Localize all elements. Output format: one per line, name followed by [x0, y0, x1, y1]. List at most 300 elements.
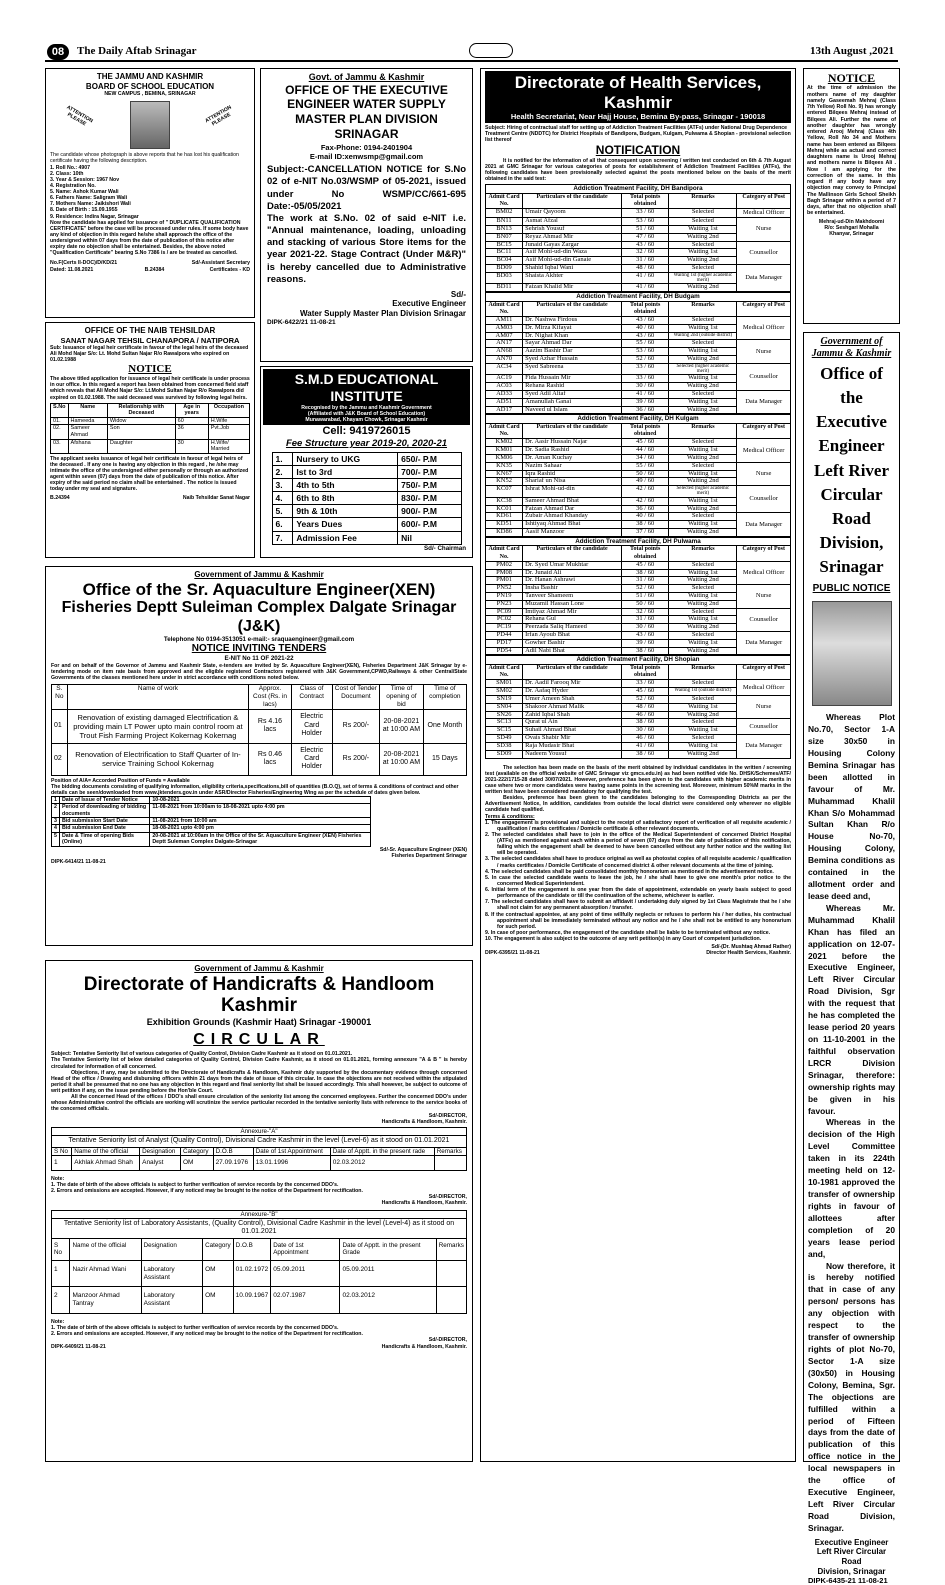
table-cell: Rs 0.46 lacs: [249, 743, 292, 775]
table-cell: Rs 4.16 lacs: [249, 709, 292, 743]
points: 53 / 60: [622, 348, 669, 356]
column-header: Total points obtained: [622, 665, 669, 680]
candidate-name: Faizan Ahmad Dar: [523, 505, 622, 513]
column-header: Category of Post: [737, 423, 791, 438]
post-category: Medical Officer: [737, 439, 791, 462]
bose-items: [50, 165, 250, 220]
schedule-row: [52, 804, 371, 818]
remarks: Waiting 2nd: [669, 600, 737, 608]
attention-right: ATTENTION PLEASE: [204, 104, 233, 128]
bose-title2: BOARD OF SCHOOL EDUCATION: [85, 81, 215, 91]
remarks: Waiting 2nd: [669, 647, 737, 655]
handi-p2: Objections, if any, may be submitted to the Directorate of Handicrafts & Handloom, Kashmir duly supported by the documentary evidence through concerned Head of the office / Drawing and disbursing officers within 21 days from the date of issue of this circular. In case the objections are not received within the stipulated period it shall be presumed that no one has any objection in this regard and final seniority list shall be issued accordingly. This shall however, be subject to outcome of writ petition if any, on the issue pending before the Hon'ble Court.: [51, 1069, 467, 1095]
admit-card: SM02: [486, 688, 523, 696]
lrcr-public-notice: PUBLIC NOTICE: [812, 583, 891, 595]
table-cell: 60: [175, 417, 208, 425]
column-header: Admit Card No.: [486, 546, 523, 561]
selection-table: [485, 655, 791, 758]
table-cell: One Month: [423, 709, 466, 743]
health-terms-title: Terms & conditions:: [485, 813, 535, 820]
term-item: 9. In case of poor performance, the engagement of the candidate shall be liable to be terminated without any notice.: [485, 929, 771, 936]
candidate-name: Dr. Aasir Hussain Najar: [523, 439, 622, 447]
remarks: Waiting 1st: [669, 639, 737, 647]
remarks: Waiting 1st: [669, 497, 737, 505]
candidate-name: Dr. Aman Kuchay: [523, 454, 622, 462]
post-category: Nurse: [737, 462, 791, 485]
points: 36 / 60: [622, 406, 669, 414]
candidate-name: Shakoor Ahmad Malik: [523, 703, 622, 711]
points: 48 / 60: [622, 264, 669, 272]
bose-sign2: Certificates - KD: [209, 266, 250, 273]
points: 50 / 60: [622, 470, 669, 478]
smd-line3: Munawarabad, Khayam Chowk, Srinagar Kashmir: [305, 416, 428, 423]
table-cell: 15 Days: [423, 743, 466, 775]
selection-table: [485, 537, 791, 656]
tehsildar-sign: Naib Tehsildar Sanat Nagar: [182, 494, 250, 501]
post-category: Medical Officer: [737, 561, 791, 584]
applicant-photo: [812, 601, 892, 706]
fee-table: [272, 452, 462, 545]
points: 52 / 60: [622, 696, 669, 704]
admit-card: KM02: [486, 439, 523, 447]
candidate-name: Nadeem Yousuf: [523, 750, 622, 758]
section-heading: Addiction Treatment Facility, DH Shopian: [486, 656, 791, 665]
remarks: Waiting 1st: [669, 375, 737, 383]
admit-card: BN13: [486, 225, 523, 233]
section-row: [486, 415, 791, 424]
admit-card: KC07: [486, 486, 523, 498]
points: 31 / 60: [622, 577, 669, 585]
schedule-cell: 20-08-2021 at 10:00am In the Office of the Sr. Aquaculture Engineer (XEN) Fisheries Deptt Suleman Complex Dalgate-Srinagar: [150, 832, 371, 846]
section-row: [486, 656, 791, 665]
column-header: Category of Post: [737, 665, 791, 680]
fee-row: [272, 531, 461, 544]
column-header: Category: [203, 1238, 234, 1260]
remarks: Waiting 1st: [669, 703, 737, 711]
column-header: Designation: [141, 1238, 203, 1260]
annex-a-note2: 2. Errors and omissions are accepted. However, if any noticed may be brought to the notice of the Department for rectification.: [51, 1188, 363, 1195]
admit-card: AM11: [486, 317, 523, 325]
table-row: [52, 709, 467, 743]
selection-table: [485, 184, 791, 292]
bose-sign1: Sd/-Assistant Secretary: [191, 260, 250, 267]
column-header: Remarks: [669, 193, 737, 208]
column-header: Particulars of the candidate: [523, 193, 622, 208]
annex-b: Annexure-"B": [51, 1210, 467, 1218]
water-sign2: Water Supply Master Plan Division Srinagar: [300, 309, 466, 319]
table-cell: 2: [52, 1287, 70, 1314]
schedule-cell: 18-08-2021 upto 4:00 pm: [150, 825, 371, 832]
points: 30 / 60: [622, 624, 669, 632]
remarks: Waiting 1st: [669, 470, 737, 478]
column-header: Particulars of the candidate: [523, 546, 622, 561]
points: 31 / 60: [622, 616, 669, 624]
health-dipk: DIPK-6395/21 11-08-21: [485, 950, 540, 957]
table-cell: 05.09.2011: [271, 1260, 340, 1287]
points: 38 / 60: [622, 647, 669, 655]
handi-p3: All the concerned Head of the offices / DDO's shall ensure circulation of the seniority list among the concerned employees. Further the concerned DDO's under whose Administrative control the officials are working will scrutinize the service particular recorded in the tentative seniority lists with reference to the service books of the concerned officials.: [51, 1094, 467, 1113]
points: 51 / 60: [622, 225, 669, 233]
table-cell: 13.01.1996: [253, 1156, 330, 1171]
annex-b-note1: 1. The date of birth of the above officials is subject to further verification of service records by the concerned DDO's.: [51, 1325, 339, 1332]
fee-cell: 900/- P.M: [398, 505, 461, 518]
candidate-name: Asif Mohi-ud-din Ganaie: [523, 257, 622, 265]
schedule-table: [51, 796, 371, 846]
table-row: [51, 417, 250, 425]
table-cell: 05.09.2011: [340, 1260, 436, 1287]
admit-card: KC38: [486, 497, 523, 505]
remarks: Selected: [669, 680, 737, 688]
section-heading: Addiction Treatment Facility, DH Budgam: [486, 293, 791, 302]
remarks: Waiting 2nd: [669, 577, 737, 585]
table-cell: 02.03.2012: [340, 1287, 436, 1314]
remarks: Selected: [669, 561, 737, 569]
health-sign2: Director Health Services, Kashmir.: [706, 950, 791, 957]
table-cell: Nazir Ahmad Wani: [70, 1260, 141, 1287]
column-header: Category of Post: [737, 193, 791, 208]
fee-cell: 750/- P.M: [398, 478, 461, 491]
legal-heirs-table: [50, 403, 250, 454]
post-category: Nurse: [737, 696, 791, 719]
table-cell: H.Wife: [208, 417, 249, 425]
points: 55 / 60: [622, 462, 669, 470]
admit-card: KM06: [486, 454, 523, 462]
fish-bidding: The bidding documents consisting of qualifying information, eligibility criteria,specifications,bill of quantities (B.O.Q), set of terms & conditions of contract and other details can be seen/downloaded from www.jktenders.gov.in under ASR/Director Fisheries/Engineering Wing as per the schedule of dates given below.: [51, 783, 459, 796]
points: 41 / 60: [622, 272, 669, 284]
points: 42 / 60: [622, 486, 669, 498]
column-header: Date of 1st Appointment: [271, 1238, 340, 1260]
table-cell: 02.03.2012: [330, 1156, 434, 1171]
fish-title1: Office of the Sr. Aquaculture Engineer(XEN): [82, 579, 436, 599]
column-header: Relationship with Deceased: [107, 403, 175, 417]
column-header: Remarks: [669, 301, 737, 316]
candidate-name: Dr. Aafaq Hyder: [523, 688, 622, 696]
remarks: Selected: [669, 391, 737, 399]
tehsildar-body2: The applicant seeks issuance of legal heir certificate in favour of legal heirs of the deceased . If any one is having any objection in this regard , he /she may intimate the office of the undersigned either personally or through an authorized agent within seven (07) days from the date of publication of this notice. After expiry of the said period no claim shall be entertained . The notice is issued today under my seal and signature.: [50, 455, 249, 493]
bose-notice: [45, 68, 255, 318]
admit-card: BN07: [486, 233, 523, 241]
table-cell: 1: [52, 1260, 70, 1287]
fish-position: Position of A/A= Accorded Position of Funds = Available: [51, 777, 190, 784]
column-header: D.O.B: [233, 1238, 271, 1260]
table-header-row: [51, 403, 250, 417]
admit-card: PM08: [486, 569, 523, 577]
table-cell: 27.09.1976: [213, 1156, 253, 1171]
fee-cell: 7.: [272, 531, 293, 544]
candidate-name: Dr. Nashwa Firdous: [523, 317, 622, 325]
points: 38 / 60: [622, 521, 669, 529]
column-header: Remarks: [669, 423, 737, 438]
candidate-name: Aazim Bashir Dar: [523, 348, 622, 356]
admit-card: BM02: [486, 209, 523, 218]
remarks: Waiting 1st: [669, 727, 737, 735]
admit-card: SD09: [486, 750, 523, 758]
column-header: Admit Card No.: [486, 301, 523, 316]
bose-item: 9. Residence: Indira Nagar, Srinagar: [50, 213, 139, 220]
table-row: [52, 743, 467, 775]
water-body: The work at S.No. 02 of said e-NIT i.e. "Annual maintenance, loading, unloading and stacking of various Store items for the year 2021-22. Stage Contract (Under M&R)" is hereby cancelled due to Administrative reasons.: [267, 212, 466, 285]
bose-num: B.24384: [144, 266, 165, 273]
table-cell: Son: [107, 425, 175, 439]
term-item: 8. If the contractual appointee, at any point of time willfully neglects or refuses to perform his / her duties, his contractual appointment shall be immediately terminated without any notice and he / she shall not be entitled to any honorarium for such period.: [485, 911, 791, 930]
admit-card: AM03: [486, 324, 523, 332]
water-title: OFFICE OF THE EXECUTIVE ENGINEER WATER SUPPLY MASTER PLAN DIVISION SRINAGAR: [285, 82, 448, 141]
column-header: Age in years: [175, 403, 208, 417]
candidate-name: Naveed ul Islam: [523, 406, 622, 414]
column-header: Occupation: [208, 403, 249, 417]
candidate-row: [486, 363, 791, 375]
post-category: Data Manager: [737, 264, 791, 291]
section-row: [486, 185, 791, 194]
annex-b-note: Note:: [51, 1319, 65, 1326]
remarks: Waiting 2nd: [669, 528, 737, 536]
bose-title3: NEW CAMPUS , BEMINA, SRINAGAR: [104, 91, 196, 98]
table-cell: Electric Card Holder: [291, 743, 332, 775]
term-item: 3. The selected candidates shall have to produce original as well as photostat copies of all requisite academic / qualification / marks certificates / Domicile Certificate of concerned district & other relevant documents at the time of joining.: [485, 856, 791, 869]
column-header: Class of Contract: [291, 685, 332, 709]
lrcr-p1: Whereas Plot No.70, Sector 1-A size 30x50 in Housing Colony Bemina Srinagar has been allotted in favour of Mr. Muhammad Khalil Khan S/o Mohammad Sultan Khan R/o House No-70, Housing Colony, Bemina conditions as contained in the allotment order and lease deed and,: [808, 712, 895, 901]
table-cell: OM: [203, 1287, 234, 1314]
post-category: Nurse: [737, 585, 791, 608]
admit-card: KN52: [486, 478, 523, 486]
post-category: Medical Officer: [737, 680, 791, 696]
admit-card: AC19: [486, 375, 523, 383]
post-category: Counsellor: [737, 486, 791, 513]
points: 32 / 60: [622, 249, 669, 257]
section-heading: Addiction Treatment Facility, DH Pulwama: [486, 537, 791, 546]
post-category: Counsellor: [737, 719, 791, 735]
candidate-name: Rehana Gul: [523, 616, 622, 624]
fee-row: [272, 452, 461, 465]
points: 38 / 60: [622, 569, 669, 577]
fee-cell: Admission Fee: [293, 531, 398, 544]
bose-item: 1. Roll No.: 4907: [50, 164, 91, 171]
candidate-name: Syed Azhar Hussain: [523, 356, 622, 364]
bose-item: 6. Fathers Name: Saligram Wali: [50, 195, 128, 202]
remarks: Selected: [669, 632, 737, 640]
term-item: 7. The selected candidates shall have to submit an affidavit / undertaking duly signed by 1st Class Magistrate that he / she shall not claim for any permanent absorption / transfer.: [485, 899, 791, 912]
schedule-cell: 11-08-2021 from 10:00am to 18-08-2021 upto 4:00 pm: [150, 804, 371, 818]
remarks: Waiting 2nd: [669, 406, 737, 414]
candidate-name: Ishtiyaq Ahmad Bhat: [523, 521, 622, 529]
column-header: S No: [52, 1147, 72, 1156]
column-header: Admit Card No.: [486, 193, 523, 208]
schedule-cell: Date of Issue of Tender Notice: [59, 797, 149, 804]
column-header: Particulars of the candidate: [523, 301, 622, 316]
table-cell: 20-08-2021 at 10:00 AM: [380, 709, 423, 743]
schedule-row: [52, 825, 371, 832]
admit-card: PD44: [486, 632, 523, 640]
fee-row: [272, 518, 461, 531]
candidate-name: Nazim Sahaar: [523, 462, 622, 470]
column-header: Particulars of the candidate: [523, 423, 622, 438]
lrcr-title: Office of the Executive Engineer Left River Circular Road Division, Srinagar: [813, 364, 890, 576]
post-category: Medical Officer: [737, 209, 791, 218]
table-header-row: [486, 665, 791, 680]
points: 45 / 60: [622, 688, 669, 696]
table-cell: Laboratory Assistant: [141, 1287, 203, 1314]
points: 46 / 60: [622, 735, 669, 743]
remarks: Waiting 1st: [669, 521, 737, 529]
fee-cell: 6th to 8th: [293, 492, 398, 505]
water-supply-notice: [260, 68, 473, 362]
table-cell: Rs 200/-: [332, 743, 380, 775]
schedule-cell: 3: [52, 818, 60, 825]
candidate-row: [486, 462, 791, 470]
bose-body: Now the candidate has applied for issuance of " DUPLICATE QUALIFICATION CERTIFICATE" before the case will be processed under rules. If some body have any kind of objection in this regard he/she shall approach the office of the undersigned within 07 days from the date of publication of this notice after expiry date no objection shall be entertained. Besides, the above noted "Qualification Certificate" bearing S.No 7386 is / are be treated as cancelled.: [50, 219, 249, 257]
fish-enit: E-NIT No 11 OF 2021-22: [224, 655, 294, 663]
candidate-name: Ishrat Mohi-ud-din: [523, 486, 622, 498]
fee-cell: 4.: [272, 492, 293, 505]
paper-name: The Daily Aftab Srinagar: [77, 45, 197, 57]
column-header: Particulars of the candidate: [523, 665, 622, 680]
column-header: Time of completion: [423, 685, 466, 709]
remarks: Selected: [669, 241, 737, 249]
points: 40 / 60: [622, 513, 669, 521]
fee-cell: 600/- P.M: [398, 518, 461, 531]
annex-a: Annexure-"A": [51, 1127, 467, 1135]
fee-row: [272, 465, 461, 478]
fee-cell: 6.: [272, 518, 293, 531]
remarks: Waiting 2nd: [669, 478, 737, 486]
remarks: Waiting 1st: [669, 569, 737, 577]
fish-sign2: Fisheries Department Srinagar: [391, 852, 467, 859]
admit-card: PD54: [486, 647, 523, 655]
column-header: Category: [180, 1147, 213, 1156]
column-header: Name of the official: [70, 1238, 141, 1260]
column-header: S.No: [51, 403, 69, 417]
handicrafts-notice: [45, 960, 473, 1462]
bose-item: 8. Date of Birth : 15.09.1955: [50, 207, 118, 214]
table-cell: 30: [175, 439, 208, 453]
points: 49 / 60: [622, 478, 669, 486]
remarks: Waiting 1st: [669, 249, 737, 257]
column-header: Total points obtained: [622, 546, 669, 561]
tehsildar-body: The above titled application for issuance of legal heir certificate is under process in our office. In this regard a report has been obtained from concerned field staff which reveals that Ali Mohd Najar S/o: Lt.Mohd Sultan Najar R/o Rawalpora did expired on 01.02.1988. The said deceased was survived by following legal heirs.: [50, 376, 250, 401]
points: 34 / 60: [622, 454, 669, 462]
points: 48 / 60: [622, 703, 669, 711]
points: 43 / 60: [622, 332, 669, 340]
candidate-name: Fida Hussain Mir: [523, 375, 622, 383]
annex-a-table: [51, 1147, 467, 1171]
lrcr-dipk: DIPK-6435-21 11-08-21: [808, 1576, 888, 1585]
smd-title: S.M.D EDUCATIONAL INSTITUTE: [294, 371, 439, 404]
admit-card: PC19: [486, 624, 523, 632]
column-header: Admit Card No.: [486, 423, 523, 438]
health-sub: Health Secretariat, Near Hajj House, Bemina By-pass, Srinagar - 190018: [510, 112, 766, 122]
fish-dipk: DIPK-6414/21 11-08-21: [51, 858, 106, 865]
column-header: Admit Card No.: [486, 665, 523, 680]
candidate-name: Suhail Ahmad Bhat: [523, 727, 622, 735]
points: 30 / 60: [622, 727, 669, 735]
points: 43 / 60: [622, 241, 669, 249]
candidate-name: Syed Sabreena: [523, 363, 622, 375]
admit-card: AC03: [486, 383, 523, 391]
candidate-name: Insha Bashir: [523, 585, 622, 593]
candidate-name: Shaista Akhter: [523, 272, 622, 284]
column-header: S No: [52, 1238, 70, 1260]
table-cell: 1: [52, 1156, 72, 1171]
fee-cell: Ist to 3rd: [293, 465, 398, 478]
tehsildar-notice: [45, 322, 255, 558]
tehsildar-num: B.24394: [50, 494, 70, 501]
table-cell: Laboratory Assistant: [141, 1260, 203, 1287]
handi-p1: The Tentative Seniority list of below detailed categories of Quality Control, Division Cadre Kashmir, as it stood on 01.01.2021, forming annexure "A & B " is hereby circulated for information of all concerned.: [51, 1057, 467, 1070]
points: 33 / 60: [622, 375, 669, 383]
tehsildar-title2: SANAT NAGAR TEHSIL CHANAPORA / NATIPORA: [60, 335, 240, 345]
points: 41 / 60: [622, 391, 669, 399]
admit-card: SN26: [486, 711, 523, 719]
admit-card: PN19: [486, 592, 523, 600]
candidate-name: Dr. Hanan Ashrawi: [523, 577, 622, 585]
remarks: Selected: [669, 317, 737, 325]
table-header-row: [486, 423, 791, 438]
column-header: Remarks: [434, 1147, 466, 1156]
annex-a-note: Note:: [51, 1175, 65, 1182]
handi-sign1: Sd/-DIRECTOR,: [428, 1112, 467, 1119]
bose-intro: The candidate whose photograph is above reports that he has lost his qualification certificate having the following description.: [50, 152, 239, 165]
admit-card: KD51: [486, 521, 523, 529]
schedule-cell: Bid submission Start Date: [59, 818, 149, 825]
fee-cell: 3.: [272, 478, 293, 491]
lrcr-sign2: Left River Circular Road: [816, 1547, 887, 1566]
points: 45 / 60: [622, 561, 669, 569]
fish-intro: For and on behalf of the Governor of Jammu and Kashmir State, e-tenders are invited by Sr. Aquaculture Engineer(XEN), Fisheries Department J&K Srinagar by e-tendering mode on item rate basis from approved and the eligible registered Contractors registered with J&K Government,CPWD,Railways & other Central/State Governments of the classes mentioned here under in strict accordance with conditions noted below.: [51, 662, 467, 682]
term-item: 1. The engagement is provisional and subject to the receipt of satisfactory report of verification of all requisite academic / qualification / marks certificates / Domicile certificate & other relevant documents.: [485, 819, 791, 832]
tehsildar-subject: Sub: Issuance of legal heir certificate in favour of the legal heirs of the deceased Ali Mohd Najar S/o: Lt. Mohd Sultan Najar R/o Rawalpora who expired on 01.02.1988: [50, 344, 249, 363]
column-header: Remarks: [436, 1238, 466, 1260]
post-category: Counsellor: [737, 363, 791, 390]
annex-b-sign1: Sd/-DIRECTOR,: [428, 1337, 467, 1344]
bose-dated: Dated: 11.08.2021: [50, 266, 94, 273]
admit-card: BD03: [486, 272, 523, 284]
admit-card: SM01: [486, 680, 523, 688]
schedule-cell: 1: [52, 797, 60, 804]
points: 30 / 60: [622, 383, 669, 391]
points: 36 / 60: [622, 505, 669, 513]
smd-notice: [260, 366, 473, 558]
table-cell: OM: [180, 1156, 213, 1171]
term-item: 4. The selected candidates shall be paid consolidated monthly honorarium as mentioned in the advertisement notice.: [485, 868, 774, 875]
table-cell: 03.: [51, 439, 69, 453]
remarks: Waiting 2nd: [669, 505, 737, 513]
remarks: Waiting 1st: [669, 742, 737, 750]
handi-sub: Exhibition Grounds (Kashmir Haat) Srinagar -190001: [146, 1017, 372, 1028]
table-header-row: [486, 301, 791, 316]
annex-b-title: Tentative Seniority list of Laboratory Assistants, (Quality Control), Divisional Cadre Kashmir in the level (Level-4) as it stood on 01.01.2021: [51, 1218, 467, 1238]
admit-card: BD09: [486, 264, 523, 272]
lrcr-p4: Now therefore, it is hereby notified that in case of any person/ persons has any objection with respect to the transfer of ownership rights of plot No-70, Sector 1-A size (30x50) in Housing Colony, Bemina, Sgr. The objections are fulfilled within a period of Fifteen days from the date of publication of this office notice in the local newspapers in the office of Executive Engineer, Left River Circular Road Division, Srinagar.: [808, 1260, 895, 1533]
admit-card: AM07: [486, 332, 523, 340]
candidate-name: Dr. Nighat Khan: [523, 332, 622, 340]
smd-cell: Cell: 9419726015: [322, 424, 411, 437]
table-cell: 01.: [51, 417, 69, 425]
table-cell: Afshana: [68, 439, 107, 453]
column-header: Date of Apptt. in the present Grade: [340, 1238, 436, 1260]
points: 45 / 60: [622, 439, 669, 447]
water-dipk: DIPK-6422/21 11-08-21: [267, 318, 336, 326]
section-row: [486, 293, 791, 302]
lrcr-sign1: Executive Engineer: [814, 1537, 889, 1547]
water-sd: Sd/-: [450, 289, 466, 299]
points: 50 / 60: [622, 600, 669, 608]
fee-cell: Nil: [398, 531, 461, 544]
selection-table: [485, 414, 791, 536]
candidate-name: Sehrish Yousuf: [523, 225, 622, 233]
handi-subject: Subject: Tentative Seniority list of various categories of Quality Control, Division Cadre Kashmir as it stood on 01.01.2021.: [51, 1051, 353, 1058]
fee-row: [272, 492, 461, 505]
school-notice: [803, 68, 900, 324]
